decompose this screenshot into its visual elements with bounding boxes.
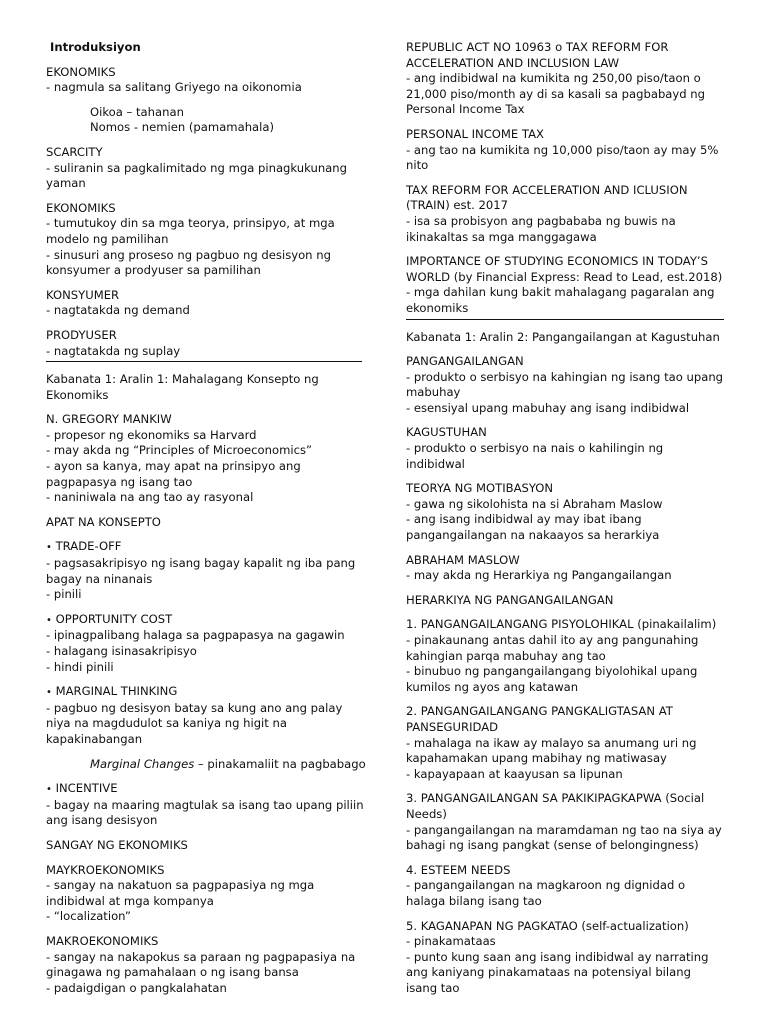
section-heading: PERSONAL INCOME TAX (406, 126, 544, 141)
self-actualization-block (406, 919, 724, 997)
hierarchy-heading-block (406, 593, 724, 609)
prodyuser-block (46, 328, 366, 359)
motivation-theory-block (406, 481, 724, 543)
ra-10963-block (406, 40, 724, 118)
bullet-icon: • (46, 784, 52, 796)
chapter-heading-block (406, 330, 724, 346)
body-line: - may akda ng Herarkiya ng Pangangailangan (406, 568, 672, 583)
section-heading: KONSYUMER (46, 287, 120, 302)
trade-off-block (46, 539, 366, 602)
body-line: - produkto o serbisyo na nais o kahilingin ng indibidwal (406, 441, 664, 471)
chapter-heading-block (46, 372, 366, 403)
body-line: - kapayapaan at kaayusan sa lipunan (406, 766, 623, 781)
kagustuhan-block (406, 425, 724, 472)
section-heading: APAT NA KONSEPTO (46, 514, 161, 529)
physiological-needs-block (406, 617, 724, 695)
section-heading: TAX REFORM FOR ACCELERATION AND ICLUSION (TRAIN) est. 2017 (406, 182, 688, 213)
section-heading: PRODYUSER (46, 327, 117, 342)
body-line: - pangangailangan na magkaroon ng dignidad o halaga bilang isang tao (406, 878, 686, 908)
body-line: - mga dahilan kung bakit mahalagang pagaralan ang ekonomiks (406, 285, 715, 315)
body-line: - esensiyal upang mabuhay ang isang indibidwal (406, 400, 690, 415)
body-line: - ang tao na kumikita ng 10,000 piso/taon ay may 5% nito (406, 142, 719, 173)
concept-heading: OPPORTUNITY COST (55, 611, 173, 626)
body-line: - sangay na nakapokus sa paraan ng pagpapasiya na ginagawa ng pamahalaan o ng isang bansa (46, 949, 356, 980)
ekonomiks-origin-block (46, 65, 366, 96)
section-heading: EKONOMIKS (46, 64, 116, 79)
body-line: - bagay na maaring magtulak sa isang tao upang piliin ang isang desisyon (46, 797, 364, 828)
esteem-needs-block (406, 863, 724, 910)
body-line: Oikoa – tahanan (90, 104, 184, 119)
safety-needs-block (406, 704, 724, 782)
marginal-changes-term: Marginal Changes (90, 756, 195, 771)
body-line: - “localization” (46, 909, 131, 924)
section-heading: MAYKROEKONOMIKS (46, 862, 165, 877)
body-line: - gawa ng sikolohista na si Abraham Maslow (406, 496, 663, 511)
marginal-changes-block (46, 757, 366, 773)
body-line: - pagsasakripisyo ng isang bagay kapalit ng iba pang bagay na ninanais (46, 556, 356, 586)
body-line: - hindi pinili (46, 659, 114, 674)
section-heading: 1. PANGANGAILANGANG PISYOLOHIKAL (pinakailalim) (406, 617, 717, 632)
body-line: - halagang isinasakripisyo (46, 644, 197, 658)
section-divider (46, 361, 362, 362)
chapter-heading: Kabanata 1: Aralin 1: Mahalagang Konsepto ng Ekonomiks (46, 372, 319, 402)
makroekonomiks-block (46, 934, 366, 996)
branches-block (46, 838, 366, 854)
body-line: Nomos - nemien (pamamahala) (90, 120, 274, 135)
scarcity-block (46, 145, 366, 192)
left-column (46, 40, 366, 1005)
opportunity-cost-block (46, 612, 366, 675)
konsyumer-block (46, 288, 366, 319)
personal-income-tax-block (406, 127, 724, 174)
maykroekonomiks-block (46, 863, 366, 925)
body-line: - binubuo ng pangangailangang biyolohikal upang kumilos ng ayos ang katawan (406, 664, 698, 694)
section-heading: SCARCITY (46, 144, 103, 159)
concept-heading: MARGINAL THINKING (55, 684, 178, 699)
body-line: - ang isang indibidwal ay may ibat ibang pangangailangan na nakaayos sa herarkiya (406, 512, 660, 543)
section-heading: REPUBLIC ACT NO 10963 o TAX REFORM FOR ACCELERATION AND INCLUSION LAW (406, 40, 669, 70)
body-line: - may akda ng “Principles of Microeconomics” (46, 443, 313, 458)
body-line: - mahalaga na ikaw ay malayo sa anumang uri ng kapahamakan upang mabihay ng matiwasay (406, 735, 697, 766)
section-heading: 3. PANGANGAILANGAN SA PAKIKIPAGKAPWA (Social Needs) (406, 791, 705, 821)
body-line: - tumutukoy din sa mga teorya, prinsipyo, at mga modelo ng pamilihan (46, 216, 335, 246)
social-needs-block (406, 791, 724, 853)
chapter-heading: Kabanata 1: Aralin 2: Pangangailangan at Kagustuhan (406, 329, 720, 344)
body-line: - pinakamataas (406, 934, 496, 949)
body-line: - pagbuo ng desisyon batay sa kung ano ang palay niya na magdudulot sa kaniya ng higit na kapakinabangan (46, 700, 343, 746)
section-heading: N. GREGORY MANKIW (46, 412, 172, 427)
bullet-icon: • (46, 687, 52, 699)
body-line: - sinusuri ang proseso ng pagbuo ng desisyon ng konsyumer a prodyuser sa pamilihan (46, 247, 331, 278)
section-heading: 4. ESTEEM NEEDS (406, 862, 511, 877)
body-line: - suliranin sa pagkalimitado ng mga pinagkukunang yaman (46, 160, 347, 191)
body-line: - ayon sa kanya, may apat na prinsipyo ang pagpapasya ng isang tao (46, 459, 301, 489)
section-heading: SANGAY NG EKONOMIKS (46, 837, 188, 852)
body-line: - pinakaunang antas dahil ito ay ang pangunahing kahingian parqa mabuhay ang tao (406, 633, 699, 663)
body-line: - sangay na nakatuon sa pagpapasiya ng mga indibidwal at mga kompanya (46, 878, 315, 908)
body-line: - punto kung saan ang isang indibidwal ay narrating ang kaniyang pinakamataas na potensiyal bilang isang tao (406, 949, 709, 995)
incentive-block (46, 781, 366, 829)
body-line: - pinili (46, 587, 82, 602)
bullet-icon: • (46, 542, 52, 554)
body-line: - ang indibidwal na kumikita ng 250,00 piso/taon o 21,000 piso/month ay di sa kasali sa pagbabayd ng Personal Income Tax (406, 71, 706, 117)
body-line: - nagtatakda ng demand (46, 303, 190, 318)
section-heading: HERARKIYA NG PANGANGAILANGAN (406, 592, 614, 607)
section-heading: MAKROEKONOMIKS (46, 933, 159, 948)
etymology-block (46, 105, 366, 136)
body-line: - nagmula sa salitang Griyego na oikonomia (46, 80, 302, 95)
body-line: - pangangailangan na maramdaman ng tao na siya ay bahagi ng isang pangkat (sense of belongingness) (406, 822, 722, 853)
right-column (406, 40, 724, 1005)
bullet-icon: • (46, 614, 52, 626)
section-heading: 2. PANGANGAILANGANG PANGKALIGTASAN AT PANSEGURIDAD (406, 704, 673, 734)
pangangailangan-block (406, 354, 724, 416)
marginal-changes-definition: – pinakamaliit na pagbabago (194, 756, 366, 771)
intro-title: Introduksiyon (50, 40, 141, 54)
section-heading: PANGANGAILANGAN (406, 354, 524, 369)
body-line: - isa sa probisyon ang pagbababa ng buwis na ikinakaltas sa mga manggagawa (406, 213, 676, 244)
mankiw-block (46, 412, 366, 506)
body-line: - nagtatakda ng suplay (46, 343, 181, 358)
section-heading: KAGUSTUHAN (406, 425, 487, 440)
concept-heading: INCENTIVE (55, 781, 118, 796)
maslow-block (406, 553, 724, 584)
body-line: - produkto o serbisyo na kahingian ng isang tao upang mabuhay (406, 369, 724, 400)
concept-heading: TRADE-OFF (55, 539, 122, 554)
body-line: - propesor ng ekonomiks sa Harvard (46, 427, 257, 442)
section-heading: IMPORTANCE OF STUDYING ECONOMICS IN TODAY’S WORLD (by Financial Express: Read to Lead, est.2018) (406, 254, 723, 284)
marginal-thinking-block (46, 684, 366, 747)
section-heading: ABRAHAM MASLOW (406, 552, 520, 567)
ekonomiks-theory-block (46, 201, 366, 279)
four-concepts-block (46, 515, 366, 531)
train-block (406, 183, 724, 245)
importance-block (406, 254, 724, 316)
section-heading: EKONOMIKS (46, 200, 116, 215)
section-heading: 5. KAGANAPAN NG PAGKATAO (self-actualization) (406, 918, 689, 933)
section-divider (406, 319, 724, 320)
body-line: - ipinagpalibang halaga sa pagpapasya na gagawin (46, 628, 345, 643)
body-line: - padaigdigan o pangkalahatan (46, 980, 227, 995)
section-heading: TEORYA NG MOTIBASYON (406, 481, 554, 496)
body-line: - naniniwala na ang tao ay rasyonal (46, 490, 254, 505)
